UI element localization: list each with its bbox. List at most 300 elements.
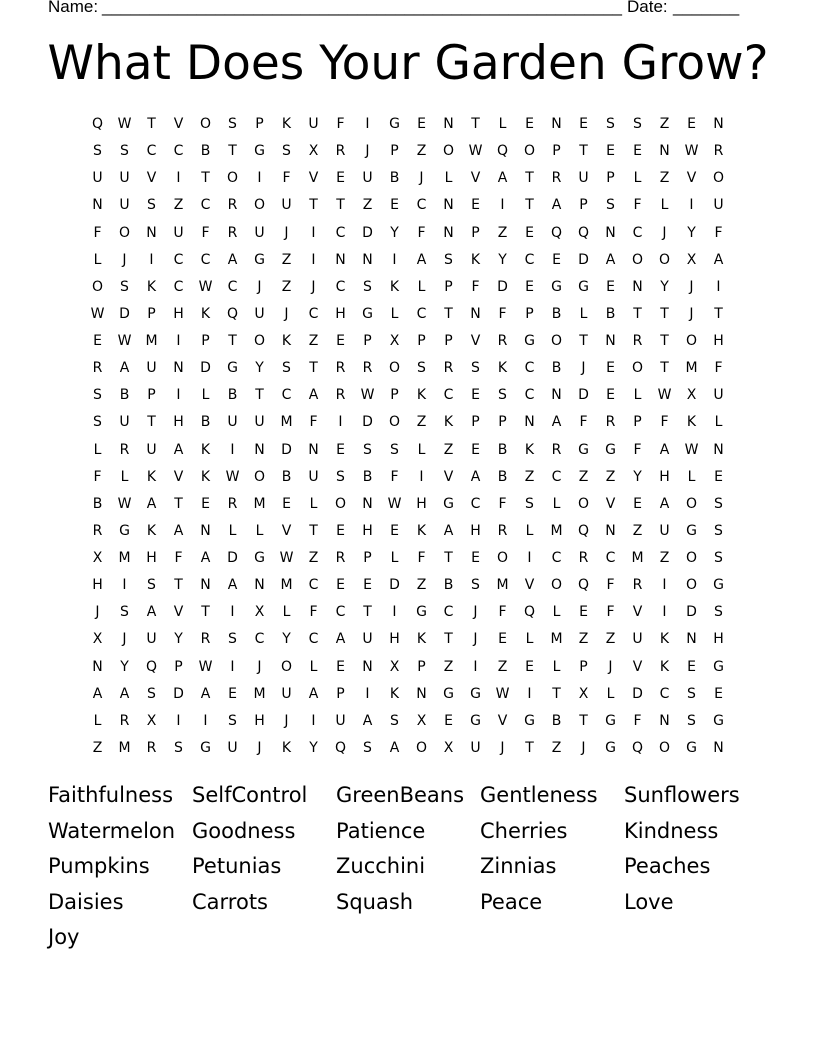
grid-letter: S bbox=[687, 712, 696, 729]
grid-letter: R bbox=[632, 577, 643, 594]
grid-letter: T bbox=[147, 116, 156, 132]
grid-letter: O bbox=[199, 116, 212, 132]
grid-letter: I bbox=[149, 251, 154, 268]
grid-letter: R bbox=[335, 143, 346, 160]
grid-letter: J bbox=[581, 360, 586, 377]
grid-letter: N bbox=[362, 251, 373, 268]
grid-letter: S bbox=[390, 441, 399, 458]
grid-letter: E bbox=[606, 278, 615, 295]
grid-letter: U bbox=[308, 468, 319, 485]
grid-letter: V bbox=[173, 468, 184, 485]
grid-letter: T bbox=[660, 333, 669, 349]
grid-letter: S bbox=[363, 441, 372, 458]
grid-letter: U bbox=[578, 170, 589, 187]
grid-letter: H bbox=[92, 577, 103, 594]
grid-letter: O bbox=[253, 468, 266, 485]
grid-letter: U bbox=[227, 414, 238, 431]
grid-letter: W bbox=[684, 143, 699, 160]
word-list-item: SelfControl bbox=[192, 783, 308, 807]
grid-letter: O bbox=[685, 550, 698, 566]
grid-letter: S bbox=[390, 712, 399, 729]
grid-letter: G bbox=[686, 739, 697, 756]
word-list-item: Pumpkins bbox=[48, 854, 150, 878]
grid-letter: B bbox=[551, 360, 562, 377]
grid-letter: A bbox=[416, 251, 427, 268]
grid-letter: L bbox=[255, 522, 264, 539]
grid-letter: P bbox=[471, 224, 480, 241]
grid-letter: T bbox=[201, 604, 210, 621]
grid-letter: N bbox=[659, 712, 670, 729]
grid-letter: S bbox=[120, 604, 129, 621]
grid-letter: G bbox=[713, 658, 724, 675]
grid-letter: Q bbox=[631, 739, 644, 756]
grid-letter: S bbox=[228, 631, 237, 648]
grid-letter: Y bbox=[390, 224, 399, 241]
grid-letter: C bbox=[605, 550, 616, 566]
grid-letter: L bbox=[120, 468, 129, 485]
grid-letter: C bbox=[173, 143, 184, 160]
grid-letter: J bbox=[95, 604, 100, 621]
grid-letter: A bbox=[659, 495, 670, 512]
grid-letter: K bbox=[281, 116, 292, 132]
grid-letter: M bbox=[496, 577, 509, 594]
grid-letter: R bbox=[227, 224, 238, 241]
grid-letter: N bbox=[605, 224, 616, 241]
grid-letter: W bbox=[684, 441, 699, 458]
grid-letter: R bbox=[497, 333, 508, 349]
grid-letter: V bbox=[605, 495, 616, 512]
grid-letter: M bbox=[550, 631, 563, 648]
grid-letter: D bbox=[578, 387, 589, 404]
grid-letter: B bbox=[497, 468, 508, 485]
word-list-item: Goodness bbox=[192, 818, 296, 843]
word-list-item: Petunias bbox=[192, 854, 282, 878]
grid-letter: W bbox=[468, 143, 483, 160]
name-label: Name: bbox=[48, 0, 99, 16]
grid-letter: P bbox=[174, 658, 183, 675]
grid-letter: C bbox=[416, 305, 427, 322]
grid-letter: Z bbox=[308, 333, 319, 349]
grid-letter: B bbox=[551, 712, 562, 729]
grid-letter: S bbox=[417, 360, 426, 377]
grid-letter: N bbox=[686, 631, 697, 648]
grid-letter: B bbox=[227, 387, 238, 404]
grid-letter: T bbox=[147, 414, 156, 431]
grid-letter: W bbox=[90, 305, 105, 322]
grid-letter: U bbox=[308, 116, 319, 132]
grid-letter: F bbox=[93, 468, 102, 485]
grid-letter: F bbox=[660, 414, 669, 431]
grid-letter: G bbox=[686, 522, 697, 539]
grid-letter: B bbox=[281, 468, 292, 485]
grid-letter: X bbox=[389, 658, 400, 675]
grid-letter: A bbox=[605, 251, 616, 268]
grid-letter: L bbox=[390, 550, 399, 566]
grid-letter: H bbox=[362, 522, 373, 539]
grid-letter: U bbox=[227, 739, 238, 756]
grid-letter: E bbox=[552, 251, 561, 268]
grid-letter: G bbox=[470, 712, 481, 729]
grid-letter: A bbox=[200, 685, 211, 702]
grid-letter: L bbox=[417, 441, 426, 458]
grid-letter: R bbox=[551, 441, 562, 458]
grid-letter: O bbox=[631, 251, 644, 268]
grid-letter: E bbox=[336, 441, 345, 458]
grid-letter: S bbox=[498, 387, 507, 404]
grid-letter: L bbox=[309, 495, 318, 512]
grid-letter: P bbox=[444, 278, 453, 295]
grid-letter: A bbox=[713, 251, 724, 268]
grid-letter: Q bbox=[145, 658, 158, 675]
grid-letter: T bbox=[255, 387, 264, 404]
grid-letter: N bbox=[659, 143, 670, 160]
word-list-item: Sunflowers bbox=[624, 783, 740, 807]
grid-letter: Q bbox=[577, 224, 590, 241]
grid-letter: K bbox=[146, 522, 157, 539]
grid-letter: U bbox=[254, 224, 265, 241]
grid-letter: R bbox=[605, 414, 616, 431]
grid-letter: C bbox=[146, 143, 157, 160]
grid-letter: O bbox=[631, 360, 644, 377]
grid-letter: R bbox=[119, 712, 130, 729]
grid-letter: N bbox=[551, 387, 562, 404]
grid-letter: O bbox=[577, 495, 590, 512]
grid-letter: R bbox=[578, 550, 589, 566]
grid-letter: F bbox=[174, 550, 183, 566]
word-list-item: Faithfulness bbox=[48, 783, 174, 807]
grid-letter: G bbox=[443, 685, 454, 702]
grid-letter: D bbox=[227, 550, 238, 566]
grid-letter: S bbox=[714, 604, 723, 621]
grid-letter: P bbox=[336, 685, 345, 702]
grid-letter: U bbox=[254, 305, 265, 322]
grid-letter: D bbox=[389, 577, 400, 594]
grid-letter: L bbox=[93, 441, 102, 458]
grid-letter: I bbox=[365, 116, 370, 132]
grid-letter: P bbox=[390, 143, 399, 160]
name-blank-line[interactable]: _______________________________________________________ bbox=[102, 0, 623, 16]
grid-letter: K bbox=[497, 360, 508, 377]
grid-letter: M bbox=[253, 495, 266, 512]
grid-letter: I bbox=[311, 251, 316, 268]
grid-letter: P bbox=[201, 333, 210, 349]
grid-letter: M bbox=[145, 333, 158, 349]
grid-letter: F bbox=[714, 360, 723, 377]
grid-letter: J bbox=[122, 251, 127, 268]
grid-letter: G bbox=[551, 278, 562, 295]
grid-letter: S bbox=[93, 414, 102, 431]
grid-letter: X bbox=[92, 550, 103, 566]
grid-letter: U bbox=[119, 414, 130, 431]
grid-letter: R bbox=[119, 441, 130, 458]
grid-letter: A bbox=[146, 495, 157, 512]
grid-letter: U bbox=[119, 197, 130, 214]
grid-letter: I bbox=[122, 577, 127, 594]
grid-letter: X bbox=[578, 685, 589, 702]
grid-letter: S bbox=[282, 143, 291, 160]
grid-letter: L bbox=[282, 604, 291, 621]
grid-letter: M bbox=[118, 550, 131, 566]
word-list bbox=[48, 778, 768, 956]
grid-letter: R bbox=[227, 197, 238, 214]
grid-letter: R bbox=[497, 522, 508, 539]
grid-letter: F bbox=[282, 170, 291, 187]
grid-letter: B bbox=[443, 577, 454, 594]
grid-letter: C bbox=[227, 278, 238, 295]
grid-letter: U bbox=[659, 522, 670, 539]
grid-letter: A bbox=[443, 522, 454, 539]
grid-letter: O bbox=[280, 658, 293, 675]
grid-letter: L bbox=[525, 631, 534, 648]
grid-letter: E bbox=[336, 577, 345, 594]
grid-letter: L bbox=[93, 251, 102, 268]
grid-letter: Q bbox=[334, 739, 347, 756]
grid-letter: Y bbox=[282, 631, 291, 648]
grid-letter: K bbox=[524, 441, 535, 458]
grid-letter: S bbox=[228, 712, 237, 729]
grid-letter: O bbox=[91, 278, 104, 295]
grid-letter: E bbox=[579, 604, 588, 621]
word-list-item: GreenBeans bbox=[336, 783, 465, 807]
grid-letter: J bbox=[122, 631, 127, 648]
grid-letter: Z bbox=[578, 468, 589, 485]
grid-letter: C bbox=[524, 387, 535, 404]
grid-letter: I bbox=[338, 414, 343, 431]
grid-letter: Z bbox=[659, 170, 670, 187]
grid-letter: B bbox=[551, 305, 562, 322]
grid-letter: U bbox=[281, 197, 292, 214]
grid-letter: I bbox=[527, 685, 532, 702]
word-list-item: Peaches bbox=[624, 854, 711, 878]
grid-letter: C bbox=[335, 224, 346, 241]
word-list-item: Daisies bbox=[48, 889, 124, 914]
grid-letter: A bbox=[497, 170, 508, 187]
grid-letter: G bbox=[200, 739, 211, 756]
grid-letter: S bbox=[633, 116, 642, 132]
grid-letter: U bbox=[92, 170, 103, 187]
grid-letter: C bbox=[470, 495, 481, 512]
grid-letter: J bbox=[365, 143, 370, 160]
grid-letter: E bbox=[714, 685, 723, 702]
grid-letter: E bbox=[201, 495, 210, 512]
grid-letter: O bbox=[496, 550, 509, 566]
grid-letter: O bbox=[685, 577, 698, 594]
grid-letter: E bbox=[525, 278, 534, 295]
grid-letter: B bbox=[92, 495, 103, 512]
grid-letter: P bbox=[255, 116, 264, 132]
grid-letter: V bbox=[146, 170, 157, 187]
grid-letter: C bbox=[173, 278, 184, 295]
grid-letter: T bbox=[444, 305, 453, 322]
grid-letter: S bbox=[228, 116, 237, 132]
grid-letter: U bbox=[254, 414, 265, 431]
grid-letter: F bbox=[417, 550, 426, 566]
grid-letter: S bbox=[471, 360, 480, 377]
grid-letter: K bbox=[416, 631, 427, 648]
grid-letter: D bbox=[173, 685, 184, 702]
word-list-item: Love bbox=[624, 889, 674, 914]
grid-letter: Z bbox=[416, 143, 427, 160]
grid-letter: P bbox=[417, 658, 426, 675]
grid-letter: V bbox=[470, 333, 481, 349]
grid-letter: P bbox=[552, 143, 561, 160]
grid-letter: L bbox=[417, 278, 426, 295]
grid-letter: N bbox=[605, 522, 616, 539]
grid-letter: B bbox=[200, 414, 211, 431]
grid-letter: O bbox=[253, 333, 266, 349]
grid-letter: L bbox=[660, 197, 669, 214]
grid-letter: Z bbox=[362, 197, 373, 214]
grid-letter: R bbox=[551, 170, 562, 187]
word-list-item: Kindness bbox=[624, 818, 719, 843]
grid-letter: A bbox=[389, 739, 400, 756]
grid-letter: I bbox=[230, 658, 235, 675]
grid-letter: Z bbox=[416, 577, 427, 594]
grid-letter: N bbox=[605, 333, 616, 349]
grid-letter: S bbox=[444, 251, 453, 268]
grid-letter: N bbox=[92, 197, 103, 214]
grid-letter: S bbox=[714, 550, 723, 566]
grid-letter: T bbox=[228, 143, 237, 160]
grid-letter: R bbox=[335, 360, 346, 377]
grid-letter: E bbox=[390, 522, 399, 539]
grid-letter: F bbox=[498, 495, 507, 512]
grid-letter: T bbox=[579, 333, 588, 349]
grid-letter: A bbox=[308, 387, 319, 404]
grid-letter: N bbox=[632, 278, 643, 295]
grid-letter: T bbox=[660, 360, 669, 377]
grid-letter: Z bbox=[524, 468, 535, 485]
grid-letter: Z bbox=[416, 414, 427, 431]
grid-letter: J bbox=[473, 631, 478, 648]
grid-letter: B bbox=[362, 468, 373, 485]
grid-letter: T bbox=[579, 712, 588, 729]
grid-letter: T bbox=[363, 604, 372, 621]
grid-letter: E bbox=[606, 143, 615, 160]
grid-letter: J bbox=[284, 224, 289, 241]
grid-letter: N bbox=[335, 251, 346, 268]
grid-letter: E bbox=[471, 197, 480, 214]
grid-letter: J bbox=[257, 278, 262, 295]
grid-letter: K bbox=[443, 414, 454, 431]
grid-letter: C bbox=[524, 360, 535, 377]
grid-letter: U bbox=[146, 441, 157, 458]
grid-letter: C bbox=[632, 224, 643, 241]
grid-letter: S bbox=[363, 278, 372, 295]
grid-letter: Z bbox=[92, 739, 103, 756]
grid-letter: C bbox=[659, 685, 670, 702]
grid-letter: L bbox=[93, 712, 102, 729]
grid-letter: W bbox=[495, 685, 510, 702]
grid-letter: W bbox=[387, 495, 402, 512]
grid-letter: J bbox=[419, 170, 424, 187]
grid-letter: Q bbox=[577, 522, 590, 539]
grid-letter: N bbox=[362, 658, 373, 675]
grid-letter: P bbox=[471, 414, 480, 431]
grid-letter: I bbox=[311, 712, 316, 729]
grid-letter: V bbox=[281, 522, 292, 539]
grid-letter: T bbox=[201, 170, 210, 187]
grid-letter: G bbox=[443, 495, 454, 512]
grid-letter: E bbox=[606, 387, 615, 404]
grid-letter: D bbox=[119, 305, 130, 322]
grid-letter: O bbox=[415, 739, 428, 756]
grid-letter: J bbox=[662, 224, 667, 241]
grid-letter: N bbox=[713, 116, 724, 132]
grid-letter: E bbox=[417, 116, 426, 132]
grid-letter: L bbox=[633, 170, 642, 187]
grid-letter: I bbox=[176, 387, 181, 404]
grid-letter: C bbox=[308, 305, 319, 322]
grid-letter: F bbox=[471, 278, 480, 295]
grid-letter: S bbox=[606, 197, 615, 214]
grid-letter: U bbox=[281, 685, 292, 702]
grid-letter: L bbox=[552, 495, 561, 512]
grid-letter: V bbox=[497, 712, 508, 729]
grid-letter: P bbox=[579, 658, 588, 675]
grid-letter: O bbox=[658, 739, 671, 756]
grid-letter: F bbox=[201, 224, 210, 241]
grid-letter: T bbox=[444, 550, 453, 566]
grid-letter: A bbox=[92, 685, 103, 702]
grid-letter: A bbox=[119, 685, 130, 702]
grid-letter: I bbox=[419, 468, 424, 485]
grid-letter: N bbox=[200, 522, 211, 539]
grid-letter: I bbox=[257, 170, 262, 187]
grid-letter: H bbox=[335, 305, 346, 322]
grid-letter: S bbox=[174, 739, 183, 756]
grid-letter: G bbox=[416, 604, 427, 621]
grid-letter: Z bbox=[443, 658, 454, 675]
grid-letter: C bbox=[524, 251, 535, 268]
grid-letter: S bbox=[525, 495, 534, 512]
grid-letter: Z bbox=[173, 197, 184, 214]
grid-letter: O bbox=[388, 414, 401, 431]
grid-letter: Z bbox=[281, 278, 292, 295]
grid-letter: K bbox=[281, 739, 292, 756]
grid-letter: N bbox=[308, 441, 319, 458]
grid-letter: G bbox=[605, 739, 616, 756]
grid-letter: I bbox=[473, 658, 478, 675]
grid-letter: T bbox=[309, 360, 318, 377]
grid-letter: H bbox=[416, 495, 427, 512]
grid-letter: P bbox=[363, 333, 372, 349]
grid-letter: W bbox=[117, 333, 132, 349]
grid-letter: M bbox=[118, 739, 131, 756]
grid-letter: Y bbox=[498, 251, 507, 268]
grid-letter: B bbox=[119, 387, 130, 404]
grid-letter: O bbox=[550, 333, 563, 349]
grid-letter: Q bbox=[496, 143, 509, 160]
grid-letter: I bbox=[662, 577, 667, 594]
grid-letter: G bbox=[389, 116, 400, 132]
grid-letter: F bbox=[606, 577, 615, 594]
grid-letter: I bbox=[311, 224, 316, 241]
grid-letter: A bbox=[146, 604, 157, 621]
grid-letter: J bbox=[608, 658, 613, 675]
grid-letter: C bbox=[335, 278, 346, 295]
grid-letter: E bbox=[687, 658, 696, 675]
date-blank-line[interactable]: _______ bbox=[673, 0, 740, 16]
grid-letter: A bbox=[551, 197, 562, 214]
grid-letter: P bbox=[444, 333, 453, 349]
grid-letter: S bbox=[606, 116, 615, 132]
grid-letter: G bbox=[254, 143, 265, 160]
grid-letter: G bbox=[713, 712, 724, 729]
grid-letter: R bbox=[335, 550, 346, 566]
grid-letter: A bbox=[659, 441, 670, 458]
grid-letter: Q bbox=[550, 224, 563, 241]
